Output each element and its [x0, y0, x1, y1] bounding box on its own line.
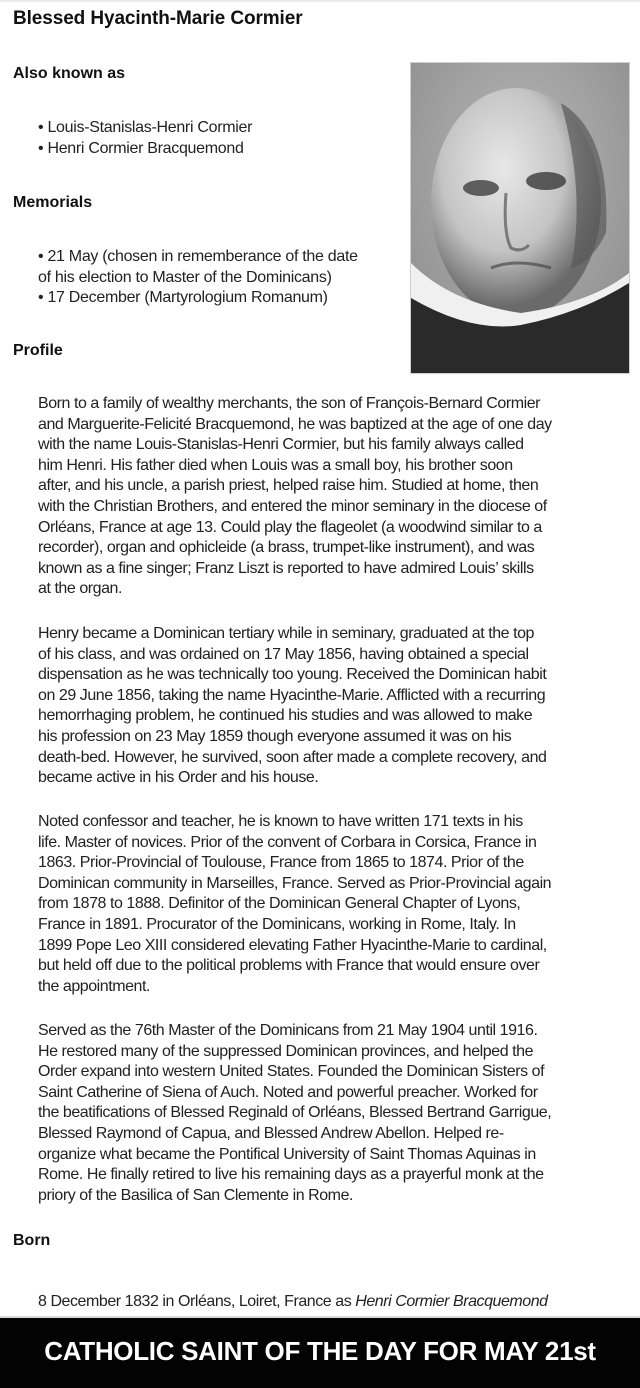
text-line: Born to a family of wealthy merchants, the son of François-Bernard Cormier [38, 395, 541, 412]
text-line: priory of the Basilica of San Clemente in Rome. [38, 1186, 354, 1204]
text-line: Henry became a Dominican tertiary while in seminary, graduated at the top [38, 625, 535, 642]
heading-memorials: Memorials [13, 194, 93, 211]
text-line: dispensation as he was technically too young. Received the Dominican habit [38, 666, 547, 684]
profile-paragraph-2 [38, 624, 638, 789]
heading-also-known-as: Also known as [13, 65, 126, 82]
top-divider [0, 0, 640, 3]
born-text [38, 1293, 548, 1311]
text-line: recorder), organ and ophicleide (a brass, trumpet-like instrument), and was [38, 539, 535, 557]
portrait-photo [410, 62, 630, 374]
text-line: hemorrhaging problem, he continued his studies and was allowed to make [38, 707, 533, 725]
text-line: of his class, and was ordained on 17 May 1856, having obtained a special [38, 645, 529, 663]
text-line: from 1878 to 1888. Definitor of the Dominican General Chapter of Lyons, [38, 895, 521, 913]
profile-paragraph-3 [38, 812, 638, 997]
page-title: Blessed Hyacinth-Marie Cormier [13, 8, 303, 29]
list-item: • Louis-Stanislas-Henri Cormier [38, 119, 253, 136]
list-item: • 21 May (chosen in rememberance of the date [38, 248, 358, 265]
text-line: 1899 Pope Leo XIII considered elevating Father Hyacinthe-Marie to cardinal, [38, 936, 547, 954]
text-line: after, and his uncle, a parish priest, helped raise him. Studied at home, then [38, 477, 539, 495]
text-line: Noted confessor and teacher, he is known to have written 171 texts in his [38, 813, 523, 830]
text-line: Order expand into western United States. Founded the Dominican Sisters of [38, 1063, 545, 1081]
banner-title: CATHOLIC SAINT OF THE DAY FOR MAY 21st [44, 1336, 596, 1366]
text-line: the appointment. [38, 977, 150, 995]
also-known-as-list [38, 118, 252, 159]
text-line: Served as the 76th Master of the Dominicans from 21 May 1904 until 1916. [38, 1022, 538, 1039]
text-line: Rome. He finally retired to live his remaining days as a prayerful monk at the [38, 1166, 544, 1184]
text-line: on 29 June 1856, taking the name Hyacinthe-Marie. Afflicted with a recurring [38, 686, 546, 704]
list-item-continuation: of his election to Master of the Dominicans) [38, 268, 332, 286]
text-line: Dominican community in Marseilles, France. Served as Prior-Provincial again [38, 874, 552, 892]
text-line: organize what became the Pontifical University of Saint Thomas Aquinas in [38, 1145, 536, 1163]
text-line: death-bed. However, he survived, soon after made a complete recovery, and [38, 748, 547, 766]
text-line: and Marguerite-Felicité Bracquemond, he was baptized at the age of one day [38, 415, 552, 433]
memorials-list [38, 247, 358, 309]
profile-paragraph-1 [38, 394, 638, 600]
list-item: • Henri Cormier Bracquemond [38, 139, 244, 157]
text-line: became active in his Order and his house. [38, 769, 319, 787]
text-line: with the Christian Brothers, and entered the minor seminary in the diocese of [38, 497, 547, 515]
list-item: • 17 December (Martyrologium Romanum) [38, 289, 328, 307]
text-line: life. Master of novices. Prior of the convent of Corbara in Corsica, France in [38, 833, 537, 851]
text-line: his profession on 23 May 1859 though everyone assumed it was on his [38, 727, 512, 745]
text-line: with the name Louis-Stanislas-Henri Cormier, but his family always called [38, 436, 524, 454]
heading-profile: Profile [13, 342, 63, 359]
text-line: at the organ. [38, 580, 122, 598]
text-line: France in 1891. Procurator of the Dominicans, working in Rome, Italy. In [38, 915, 516, 933]
text-line: Saint Catherine of Siena of Auch. Noted and powerful preacher. Worked for [38, 1083, 538, 1101]
text-line: Orléans, France at age 13. Could play the flageolet (a woodwind similar to a [38, 518, 542, 536]
text-line: 1863. Prior-Provincial of Toulouse, France from 1865 to 1874. Prior of the [38, 854, 524, 872]
text-line: him Henri. His father died when Louis was a small boy, his brother soon [38, 456, 513, 474]
text-line: but held off due to the political problems with France that would ensure over [38, 957, 540, 975]
text-line: the beatifications of Blessed Reginald of Orléans, Blessed Bertrand Garrigue, [38, 1104, 552, 1122]
portrait-image [411, 63, 629, 373]
born-name: Henri Cormier Bracquemond [355, 1293, 548, 1310]
profile-paragraph-4 [38, 1021, 638, 1206]
text-line: known as a fine singer; Franz Liszt is reported to have admired Louis’ skills [38, 559, 534, 577]
text-line: He restored many of the suppressed Dominican provinces, and helped the [38, 1042, 534, 1060]
caption-banner [0, 1316, 640, 1388]
heading-born: Born [13, 1232, 51, 1249]
born-date-place: 8 December 1832 in Orléans, Loiret, France as [38, 1293, 356, 1310]
text-line: Blessed Raymond of Capua, and Blessed Andrew Abellon. Helped re- [38, 1124, 504, 1142]
